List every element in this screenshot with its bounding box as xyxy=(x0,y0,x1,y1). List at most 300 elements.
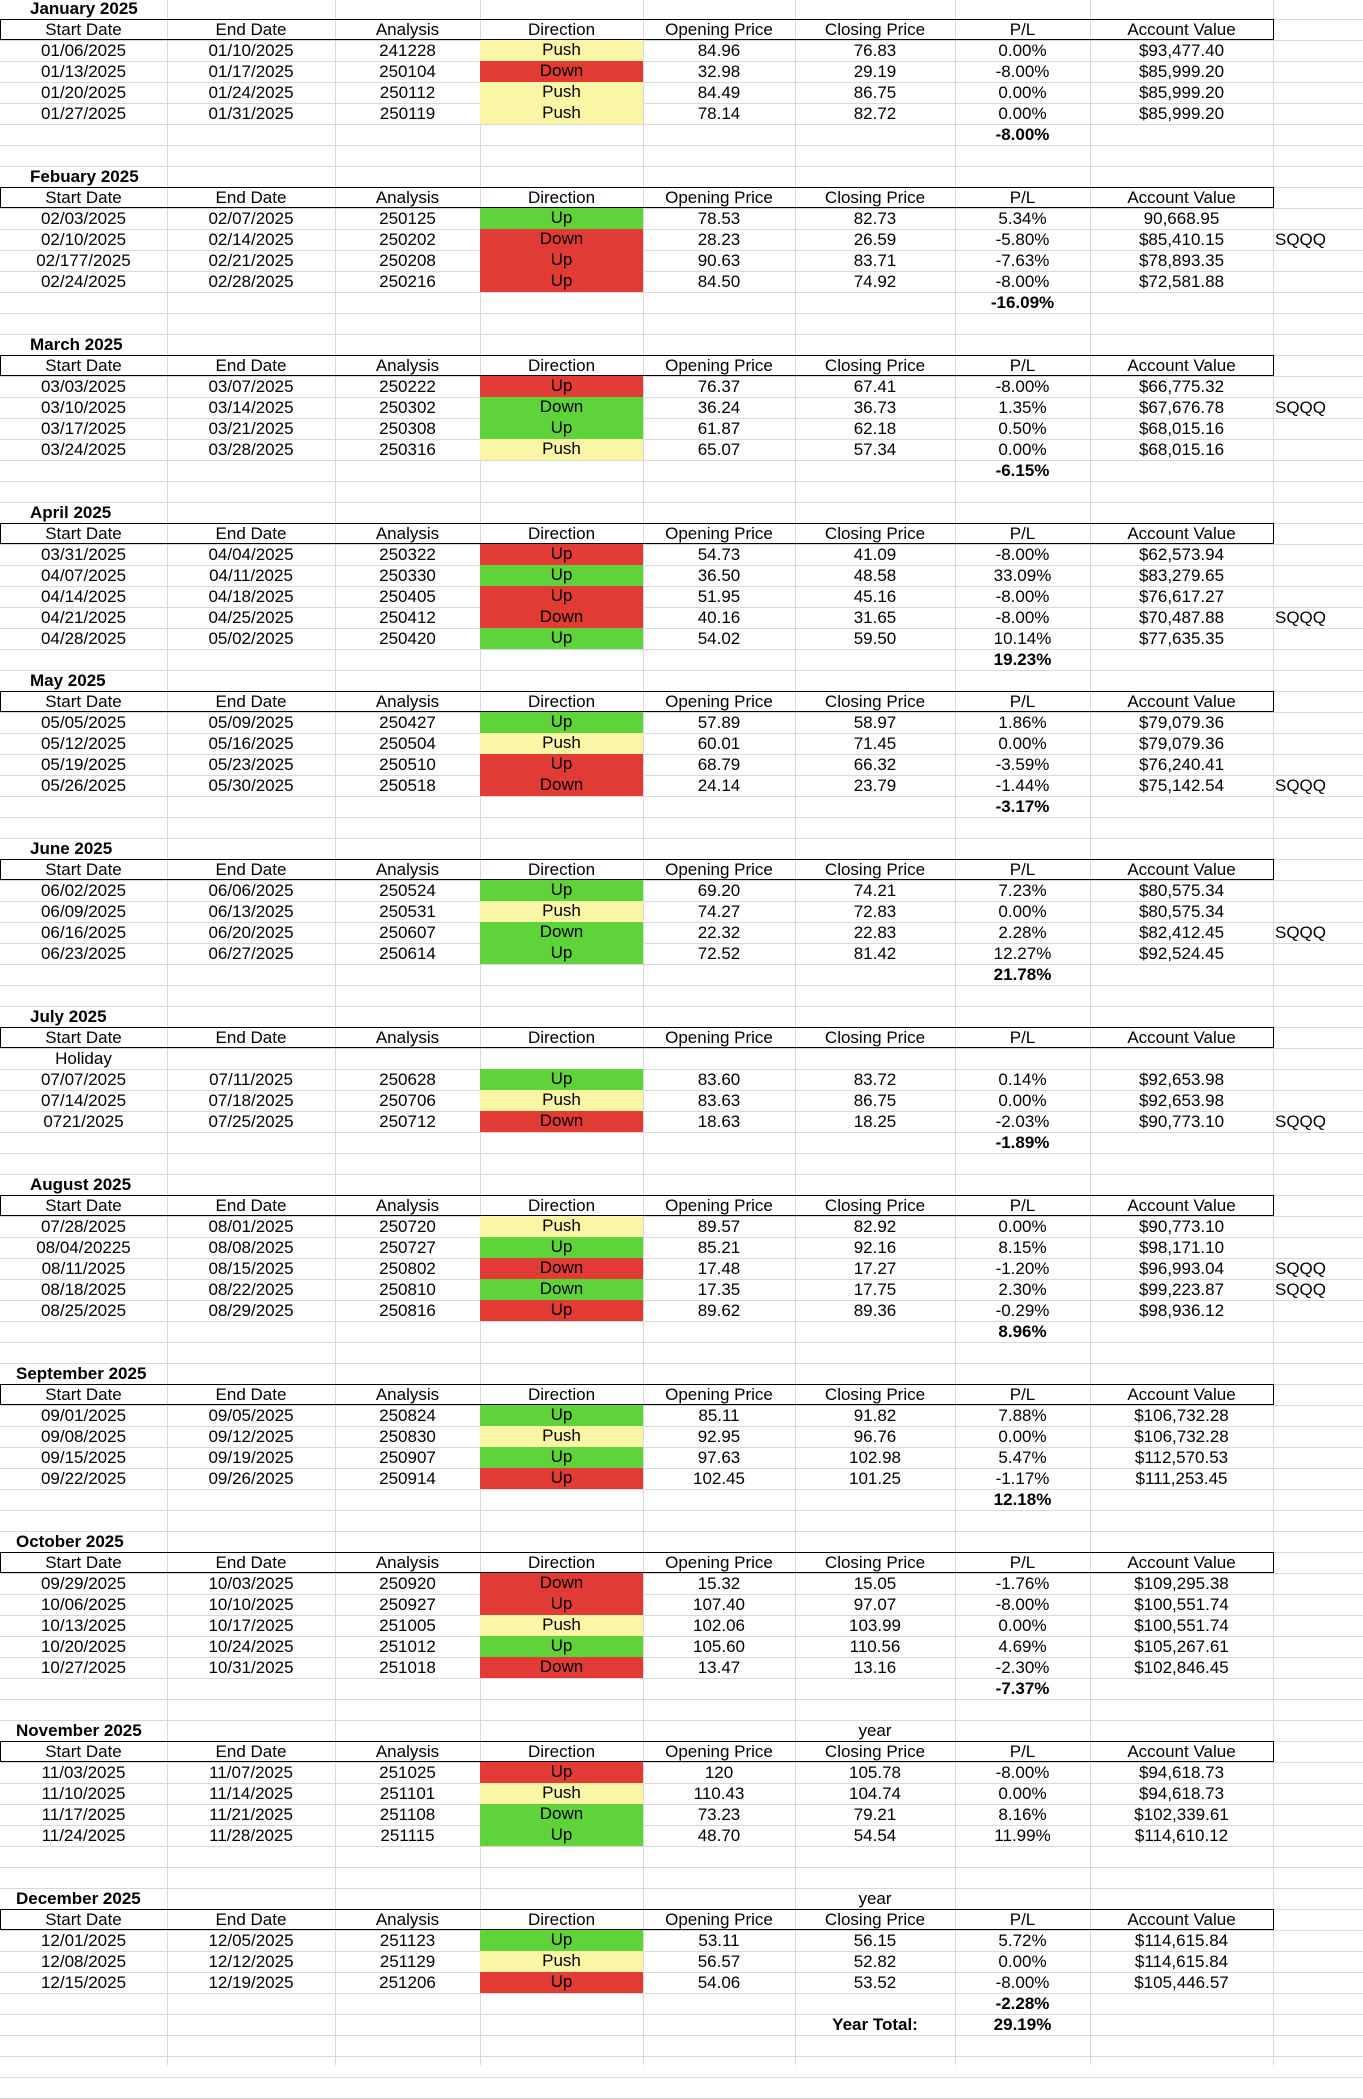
month-total-pl[interactable]: 8.96% xyxy=(998,1322,1047,1341)
cell-open[interactable]: 32.98 xyxy=(697,62,741,81)
direction-cell[interactable]: Up xyxy=(480,1447,643,1468)
cell-value[interactable]: $109,295.38 xyxy=(1134,1574,1229,1593)
cell-close[interactable]: 103.99 xyxy=(849,1616,901,1635)
direction-cell[interactable] xyxy=(480,1049,643,1069)
cell-pl[interactable]: -7.63% xyxy=(995,251,1050,270)
cell-analysis[interactable]: 251101 xyxy=(379,1784,436,1803)
cell-start[interactable]: 06/02/2025 xyxy=(40,881,127,900)
cell-close[interactable]: 62.18 xyxy=(853,419,897,438)
direction-cell[interactable]: Up xyxy=(480,754,643,775)
cell-end[interactable]: 10/31/2025 xyxy=(208,1658,294,1677)
cell-close[interactable]: 110.56 xyxy=(849,1637,901,1656)
cell-analysis[interactable]: 251123 xyxy=(379,1931,436,1950)
cell-start[interactable]: Holiday xyxy=(55,1049,112,1068)
cell-close[interactable]: 41.09 xyxy=(853,545,897,564)
cell-pl[interactable]: 0.00% xyxy=(998,41,1047,60)
cell-open[interactable]: 36.50 xyxy=(697,566,741,585)
cell-end[interactable]: 08/01/2025 xyxy=(208,1217,294,1236)
cell-start[interactable]: 08/18/2025 xyxy=(40,1280,127,1299)
cell-pl[interactable]: -3.59% xyxy=(995,755,1050,774)
direction-cell[interactable]: Push xyxy=(480,901,643,922)
cell-start[interactable]: 09/22/2025 xyxy=(40,1469,127,1488)
direction-cell[interactable]: Up xyxy=(480,943,643,964)
cell-end[interactable]: 06/06/2025 xyxy=(208,881,294,900)
cell-analysis[interactable]: 250405 xyxy=(379,587,436,606)
direction-cell[interactable]: Push xyxy=(480,1216,643,1237)
cell-close[interactable]: 91.82 xyxy=(853,1406,897,1425)
cell-start[interactable]: 04/21/2025 xyxy=(40,608,127,627)
cell-value[interactable]: $94,618.73 xyxy=(1138,1784,1225,1803)
cell-pl[interactable]: -0.29% xyxy=(995,1301,1050,1320)
cell-value[interactable]: $114,615.84 xyxy=(1134,1931,1229,1950)
cell-close[interactable]: 58.97 xyxy=(853,713,897,732)
cell-value[interactable]: $105,446.57 xyxy=(1134,1973,1229,1992)
cell-close[interactable]: 67.41 xyxy=(853,377,897,396)
cell-analysis[interactable]: 251012 xyxy=(379,1637,436,1656)
cell-pl[interactable]: 5.72% xyxy=(998,1931,1047,1950)
cell-close[interactable]: 66.32 xyxy=(853,755,897,774)
cell-pl[interactable]: 0.00% xyxy=(998,1091,1047,1110)
cell-close[interactable]: 76.83 xyxy=(853,41,897,60)
cell-analysis[interactable]: 250518 xyxy=(379,776,436,795)
cell-value[interactable]: $85,999.20 xyxy=(1138,104,1225,123)
cell-close[interactable] xyxy=(795,1049,955,1069)
cell-end[interactable]: 05/09/2025 xyxy=(208,713,294,732)
cell-value[interactable]: $76,617.27 xyxy=(1138,587,1225,606)
cell-open[interactable]: 22.32 xyxy=(697,923,741,942)
cell-value[interactable]: $83,279.65 xyxy=(1138,566,1225,585)
cell-value[interactable]: $62,573.94 xyxy=(1138,545,1225,564)
cell-end[interactable]: 08/15/2025 xyxy=(208,1259,294,1278)
cell-start[interactable]: 03/17/2025 xyxy=(40,419,127,438)
cell-end[interactable]: 11/28/2025 xyxy=(209,1826,293,1845)
cell-start[interactable]: 06/09/2025 xyxy=(40,902,127,921)
cell-end[interactable]: 10/24/2025 xyxy=(208,1637,294,1656)
cell-end[interactable]: 06/13/2025 xyxy=(208,902,294,921)
cell-close[interactable]: 83.71 xyxy=(853,251,897,270)
cell-value[interactable]: $106,732.28 xyxy=(1134,1406,1229,1425)
month-total-pl[interactable]: -8.00% xyxy=(995,125,1050,144)
cell-close[interactable]: 81.42 xyxy=(853,944,897,963)
cell-pl[interactable]: 8.16% xyxy=(998,1805,1047,1824)
cell-end[interactable]: 01/10/2025 xyxy=(208,41,294,60)
cell-pl[interactable]: -8.00% xyxy=(995,1763,1050,1782)
cell-analysis[interactable]: 250112 xyxy=(379,83,436,102)
cell-start[interactable]: 01/06/2025 xyxy=(40,41,127,60)
cell-analysis[interactable]: 250322 xyxy=(379,545,436,564)
cell-value[interactable]: $68,015.16 xyxy=(1138,440,1225,459)
cell-open[interactable]: 83.60 xyxy=(697,1070,741,1089)
cell-close[interactable]: 82.73 xyxy=(853,209,897,228)
cell-close[interactable]: 86.75 xyxy=(853,1091,897,1110)
cell-analysis[interactable]: 251129 xyxy=(379,1952,436,1971)
cell-end[interactable]: 03/21/2025 xyxy=(208,419,294,438)
cell-close[interactable]: 101.25 xyxy=(849,1469,901,1488)
cell-open[interactable]: 15.32 xyxy=(697,1574,741,1593)
cell-start[interactable]: 10/13/2025 xyxy=(40,1616,127,1635)
direction-cell[interactable]: Down xyxy=(480,1657,643,1678)
cell-analysis[interactable]: 251005 xyxy=(379,1616,436,1635)
cell-value[interactable]: $102,846.45 xyxy=(1134,1658,1229,1677)
cell-pl[interactable]: 0.00% xyxy=(998,1427,1047,1446)
cell-end[interactable]: 10/17/2025 xyxy=(208,1616,294,1635)
month-total-pl[interactable]: 21.78% xyxy=(993,965,1052,984)
cell-start[interactable]: 05/05/2025 xyxy=(40,713,127,732)
direction-cell[interactable]: Push xyxy=(480,40,643,61)
cell-pl[interactable]: 5.47% xyxy=(998,1448,1047,1467)
cell-analysis[interactable]: 250330 xyxy=(379,566,436,585)
cell-analysis[interactable]: 251018 xyxy=(379,1658,436,1677)
cell-end[interactable]: 03/28/2025 xyxy=(208,440,294,459)
cell-analysis[interactable]: 250614 xyxy=(379,944,436,963)
cell-close[interactable]: 89.36 xyxy=(853,1301,897,1320)
cell-close[interactable]: 79.21 xyxy=(853,1805,897,1824)
cell-start[interactable]: 12/01/2025 xyxy=(40,1931,127,1950)
cell-end[interactable]: 10/03/2025 xyxy=(208,1574,294,1593)
cell-open[interactable]: 36.24 xyxy=(697,398,741,417)
direction-cell[interactable]: Push xyxy=(480,1426,643,1447)
cell-end[interactable]: 05/02/2025 xyxy=(208,629,294,648)
direction-cell[interactable]: Up xyxy=(480,1405,643,1426)
direction-cell[interactable]: Up xyxy=(480,250,643,271)
cell-analysis[interactable]: 250420 xyxy=(379,629,436,648)
cell-open[interactable]: 90.63 xyxy=(697,251,741,270)
cell-end[interactable]: 07/25/2025 xyxy=(208,1112,294,1131)
cell-close[interactable]: 104.74 xyxy=(849,1784,901,1803)
cell-value[interactable]: $92,653.98 xyxy=(1138,1070,1225,1089)
cell-end[interactable] xyxy=(167,1049,335,1069)
direction-cell[interactable]: Up xyxy=(480,1300,643,1321)
cell-end[interactable]: 02/21/2025 xyxy=(208,251,294,270)
cell-open[interactable]: 48.70 xyxy=(697,1826,741,1845)
direction-cell[interactable]: Down xyxy=(480,229,643,250)
cell-analysis[interactable]: 250712 xyxy=(379,1112,436,1131)
cell-open[interactable]: 84.50 xyxy=(697,272,741,291)
cell-close[interactable]: 97.07 xyxy=(853,1595,897,1614)
cell-close[interactable]: 59.50 xyxy=(853,629,897,648)
cell-analysis[interactable]: 250104 xyxy=(379,62,436,81)
cell-close[interactable]: 102.98 xyxy=(849,1448,901,1467)
cell-pl[interactable]: -5.80% xyxy=(995,230,1050,249)
cell-open[interactable]: 28.23 xyxy=(697,230,741,249)
cell-start[interactable]: 04/14/2025 xyxy=(40,587,127,606)
cell-analysis[interactable]: 251115 xyxy=(380,1826,435,1845)
cell-close[interactable]: 52.82 xyxy=(853,1952,897,1971)
sqqq-note[interactable]: SQQQ xyxy=(1275,1259,1327,1278)
cell-close[interactable]: 54.54 xyxy=(853,1826,897,1845)
cell-open[interactable]: 68.79 xyxy=(697,755,741,774)
cell-analysis[interactable]: 251108 xyxy=(379,1805,436,1824)
cell-value[interactable]: $75,142.54 xyxy=(1138,776,1225,795)
cell-value[interactable]: $80,575.34 xyxy=(1138,902,1225,921)
cell-pl[interactable]: -8.00% xyxy=(995,62,1050,81)
month-total-pl[interactable]: -16.09% xyxy=(990,293,1055,312)
cell-analysis[interactable]: 250706 xyxy=(379,1091,436,1110)
cell-close[interactable]: 13.16 xyxy=(853,1658,897,1677)
cell-pl[interactable]: 0.00% xyxy=(998,1952,1047,1971)
month-total-pl[interactable]: -7.37% xyxy=(995,1679,1050,1698)
cell-start[interactable]: 07/14/2025 xyxy=(40,1091,127,1110)
cell-close[interactable]: 48.58 xyxy=(853,566,897,585)
direction-cell[interactable]: Push xyxy=(480,1615,643,1636)
cell-close[interactable]: 82.72 xyxy=(853,104,897,123)
cell-analysis[interactable]: 241228 xyxy=(379,41,436,60)
cell-start[interactable]: 02/03/2025 xyxy=(40,209,127,228)
direction-cell[interactable]: Up xyxy=(480,712,643,733)
cell-open[interactable]: 17.35 xyxy=(697,1280,741,1299)
cell-pl[interactable]: -8.00% xyxy=(995,587,1050,606)
cell-value[interactable]: $114,615.84 xyxy=(1134,1952,1229,1971)
cell-start[interactable]: 09/15/2025 xyxy=(40,1448,127,1467)
cell-pl[interactable]: -8.00% xyxy=(995,272,1050,291)
cell-analysis[interactable]: 250308 xyxy=(379,419,436,438)
direction-cell[interactable]: Up xyxy=(480,271,643,292)
cell-value[interactable]: $99,223.87 xyxy=(1138,1280,1225,1299)
cell-start[interactable]: 11/17/2025 xyxy=(41,1805,126,1824)
cell-value[interactable]: $93,477.40 xyxy=(1138,41,1225,60)
cell-open[interactable]: 53.11 xyxy=(698,1931,740,1950)
cell-start[interactable]: 0721/2025 xyxy=(43,1112,124,1131)
cell-end[interactable]: 12/12/2025 xyxy=(208,1952,294,1971)
cell-analysis[interactable]: 250119 xyxy=(379,104,436,123)
cell-end[interactable]: 05/30/2025 xyxy=(208,776,294,795)
cell-end[interactable]: 04/11/2025 xyxy=(209,566,293,585)
cell-analysis[interactable]: 250216 xyxy=(379,272,436,291)
cell-pl[interactable]: -1.44% xyxy=(995,776,1050,795)
cell-analysis[interactable]: 250914 xyxy=(379,1469,436,1488)
cell-open[interactable]: 13.47 xyxy=(697,1658,741,1677)
cell-end[interactable]: 03/07/2025 xyxy=(208,377,294,396)
cell-analysis[interactable]: 250302 xyxy=(379,398,436,417)
cell-start[interactable]: 06/16/2025 xyxy=(40,923,127,942)
cell-pl[interactable]: 2.28% xyxy=(998,923,1047,942)
cell-end[interactable]: 04/04/2025 xyxy=(208,545,294,564)
cell-value[interactable]: $105,267.61 xyxy=(1134,1637,1229,1656)
cell-analysis[interactable]: 250524 xyxy=(379,881,436,900)
cell-start[interactable]: 08/25/2025 xyxy=(40,1301,127,1320)
cell-value[interactable]: $100,551.74 xyxy=(1134,1616,1229,1635)
direction-cell[interactable]: Down xyxy=(480,607,643,628)
cell-open[interactable] xyxy=(643,1049,795,1069)
cell-end[interactable]: 08/08/2025 xyxy=(208,1238,294,1257)
cell-open[interactable]: 83.63 xyxy=(697,1091,741,1110)
cell-open[interactable]: 76.37 xyxy=(697,377,741,396)
cell-open[interactable]: 72.52 xyxy=(697,944,741,963)
direction-cell[interactable]: Up xyxy=(480,1468,643,1489)
cell-open[interactable]: 105.60 xyxy=(693,1637,745,1656)
direction-cell[interactable]: Up xyxy=(480,586,643,607)
cell-close[interactable]: 96.76 xyxy=(853,1427,897,1446)
cell-pl[interactable]: -8.00% xyxy=(995,608,1050,627)
cell-end[interactable]: 02/07/2025 xyxy=(208,209,294,228)
cell-value[interactable]: $80,575.34 xyxy=(1138,881,1225,900)
direction-cell[interactable]: Up xyxy=(480,208,643,229)
cell-start[interactable]: 09/08/2025 xyxy=(40,1427,127,1446)
cell-value[interactable]: $72,581.88 xyxy=(1138,272,1225,291)
direction-cell[interactable]: Down xyxy=(480,922,643,943)
direction-cell[interactable]: Up xyxy=(480,1930,643,1951)
cell-end[interactable]: 12/05/2025 xyxy=(208,1931,294,1950)
cell-value[interactable]: $92,524.45 xyxy=(1138,944,1225,963)
cell-start[interactable]: 02/24/2025 xyxy=(40,272,127,291)
cell-start[interactable]: 01/13/2025 xyxy=(40,62,127,81)
cell-value[interactable]: $82,412.45 xyxy=(1138,923,1225,942)
cell-start[interactable]: 05/26/2025 xyxy=(40,776,127,795)
cell-end[interactable]: 07/18/2025 xyxy=(208,1091,294,1110)
cell-open[interactable]: 51.95 xyxy=(697,587,741,606)
cell-pl[interactable]: 11.99% xyxy=(994,1826,1051,1845)
cell-end[interactable]: 09/26/2025 xyxy=(208,1469,294,1488)
cell-pl[interactable]: 12.27% xyxy=(993,944,1052,963)
cell-analysis[interactable]: 250316 xyxy=(379,440,436,459)
cell-start[interactable]: 05/12/2025 xyxy=(40,734,127,753)
direction-cell[interactable]: Up xyxy=(480,544,643,565)
cell-end[interactable]: 09/05/2025 xyxy=(208,1406,294,1425)
cell-start[interactable]: 08/04/20225 xyxy=(36,1238,131,1257)
cell-end[interactable]: 04/25/2025 xyxy=(208,608,294,627)
cell-analysis[interactable]: 250607 xyxy=(379,923,436,942)
cell-close[interactable]: 71.45 xyxy=(853,734,897,753)
cell-analysis[interactable]: 250824 xyxy=(379,1406,436,1425)
cell-start[interactable]: 02/177/2025 xyxy=(36,251,131,270)
cell-value[interactable]: $85,410.15 xyxy=(1138,230,1225,249)
cell-analysis[interactable]: 250927 xyxy=(379,1595,436,1614)
direction-cell[interactable]: Down xyxy=(480,1573,643,1594)
cell-open[interactable]: 24.14 xyxy=(697,776,741,795)
cell-open[interactable]: 60.01 xyxy=(697,734,741,753)
cell-analysis[interactable]: 250628 xyxy=(379,1070,436,1089)
direction-cell[interactable]: Down xyxy=(480,1804,643,1825)
cell-end[interactable]: 02/28/2025 xyxy=(208,272,294,291)
month-total-pl[interactable]: -3.17% xyxy=(995,797,1050,816)
cell-analysis[interactable]: 250531 xyxy=(379,902,436,921)
cell-close[interactable]: 82.92 xyxy=(853,1217,897,1236)
cell-end[interactable]: 04/18/2025 xyxy=(208,587,294,606)
direction-cell[interactable]: Down xyxy=(480,1279,643,1300)
cell-pl[interactable]: 33.09% xyxy=(993,566,1052,585)
cell-end[interactable]: 01/17/2025 xyxy=(208,62,294,81)
cell-open[interactable]: 65.07 xyxy=(697,440,741,459)
cell-close[interactable]: 105.78 xyxy=(849,1763,901,1782)
cell-end[interactable]: 09/19/2025 xyxy=(208,1448,294,1467)
cell-analysis[interactable]: 250802 xyxy=(379,1259,436,1278)
cell-pl[interactable]: -8.00% xyxy=(995,377,1050,396)
cell-value[interactable]: $98,171.10 xyxy=(1138,1238,1225,1257)
cell-pl[interactable]: -8.00% xyxy=(995,1973,1050,1992)
cell-end[interactable]: 05/23/2025 xyxy=(208,755,294,774)
cell-pl[interactable]: 5.34% xyxy=(998,209,1047,228)
cell-open[interactable]: 85.21 xyxy=(697,1238,741,1257)
cell-start[interactable]: 04/28/2025 xyxy=(40,629,127,648)
cell-open[interactable]: 78.14 xyxy=(697,104,741,123)
cell-end[interactable]: 08/29/2025 xyxy=(208,1301,294,1320)
direction-cell[interactable]: Down xyxy=(480,1111,643,1132)
cell-open[interactable]: 69.20 xyxy=(697,881,741,900)
cell-open[interactable]: 110.43 xyxy=(693,1784,745,1803)
cell-open[interactable]: 97.63 xyxy=(697,1448,741,1467)
cell-start[interactable]: 09/01/2025 xyxy=(40,1406,127,1425)
cell-open[interactable]: 17.48 xyxy=(697,1259,741,1278)
cell-end[interactable]: 11/14/2025 xyxy=(209,1784,293,1803)
cell-end[interactable]: 07/11/2025 xyxy=(209,1070,293,1089)
cell-end[interactable]: 11/21/2025 xyxy=(209,1805,293,1824)
cell-close[interactable]: 23.79 xyxy=(853,776,897,795)
cell-end[interactable]: 08/22/2025 xyxy=(208,1280,294,1299)
cell-start[interactable]: 06/23/2025 xyxy=(40,944,127,963)
cell-pl[interactable]: -8.00% xyxy=(995,545,1050,564)
cell-value[interactable]: 90,668.95 xyxy=(1143,209,1220,228)
cell-pl[interactable]: 8.15% xyxy=(998,1238,1047,1257)
cell-analysis[interactable]: 250125 xyxy=(379,209,436,228)
cell-close[interactable]: 53.52 xyxy=(853,1973,897,1992)
cell-value[interactable]: $90,773.10 xyxy=(1138,1217,1225,1236)
direction-cell[interactable]: Push xyxy=(480,1090,643,1111)
cell-end[interactable]: 06/20/2025 xyxy=(208,923,294,942)
cell-start[interactable]: 02/10/2025 xyxy=(40,230,127,249)
cell-value[interactable]: $78,893.35 xyxy=(1138,251,1225,270)
direction-cell[interactable]: Up xyxy=(480,418,643,439)
sqqq-note[interactable]: SQQQ xyxy=(1275,923,1327,942)
cell-close[interactable]: 36.73 xyxy=(853,398,897,417)
cell-close[interactable]: 15.05 xyxy=(853,1574,897,1593)
month-total-pl[interactable]: 19.23% xyxy=(993,650,1052,669)
cell-pl[interactable]: 2.30% xyxy=(998,1280,1047,1299)
cell-pl[interactable]: 7.23% xyxy=(998,881,1047,900)
cell-value[interactable]: $112,570.53 xyxy=(1134,1448,1229,1467)
cell-close[interactable]: 17.75 xyxy=(853,1280,897,1299)
cell-start[interactable]: 03/24/2025 xyxy=(40,440,127,459)
cell-start[interactable]: 01/20/2025 xyxy=(40,83,127,102)
cell-value[interactable]: $111,253.45 xyxy=(1135,1469,1228,1488)
direction-cell[interactable]: Up xyxy=(480,1972,643,1993)
cell-open[interactable]: 89.57 xyxy=(697,1217,741,1236)
cell-end[interactable]: 11/07/2025 xyxy=(209,1763,293,1782)
cell-pl[interactable]: -2.30% xyxy=(995,1658,1050,1677)
direction-cell[interactable]: Push xyxy=(480,733,643,754)
cell-end[interactable]: 10/10/2025 xyxy=(208,1595,294,1614)
cell-value[interactable]: $106,732.28 xyxy=(1134,1427,1229,1446)
cell-pl[interactable]: 0.50% xyxy=(998,419,1047,438)
cell-close[interactable]: 74.21 xyxy=(853,881,897,900)
cell-analysis[interactable]: 251025 xyxy=(379,1763,436,1782)
cell-analysis[interactable]: 250727 xyxy=(379,1238,436,1257)
direction-cell[interactable]: Up xyxy=(480,880,643,901)
cell-value[interactable]: $70,487.88 xyxy=(1138,608,1225,627)
cell-analysis[interactable] xyxy=(335,1049,480,1069)
cell-end[interactable]: 03/14/2025 xyxy=(208,398,294,417)
cell-pl[interactable]: 0.00% xyxy=(998,734,1047,753)
direction-cell[interactable]: Push xyxy=(480,1951,643,1972)
cell-pl[interactable]: 0.00% xyxy=(998,1616,1047,1635)
cell-close[interactable]: 72.83 xyxy=(853,902,897,921)
cell-end[interactable]: 12/19/2025 xyxy=(208,1973,294,1992)
cell-analysis[interactable]: 250427 xyxy=(379,713,436,732)
cell-start[interactable]: 04/07/2025 xyxy=(40,566,127,585)
cell-pl[interactable]: 0.00% xyxy=(998,83,1047,102)
cell-start[interactable]: 10/20/2025 xyxy=(40,1637,127,1656)
cell-value[interactable]: $90,773.10 xyxy=(1138,1112,1225,1131)
cell-start[interactable]: 12/08/2025 xyxy=(40,1952,127,1971)
cell-pl[interactable]: -2.03% xyxy=(995,1112,1050,1131)
cell-pl[interactable]: 0.00% xyxy=(998,104,1047,123)
cell-value[interactable]: $92,653.98 xyxy=(1138,1091,1225,1110)
month-total-pl[interactable]: -1.89% xyxy=(995,1133,1050,1152)
direction-cell[interactable]: Up xyxy=(480,565,643,586)
cell-pl[interactable]: 0.00% xyxy=(998,1217,1047,1236)
direction-cell[interactable]: Push xyxy=(480,1783,643,1804)
cell-open[interactable]: 56.57 xyxy=(697,1952,741,1971)
cell-analysis[interactable]: 250504 xyxy=(379,734,436,753)
